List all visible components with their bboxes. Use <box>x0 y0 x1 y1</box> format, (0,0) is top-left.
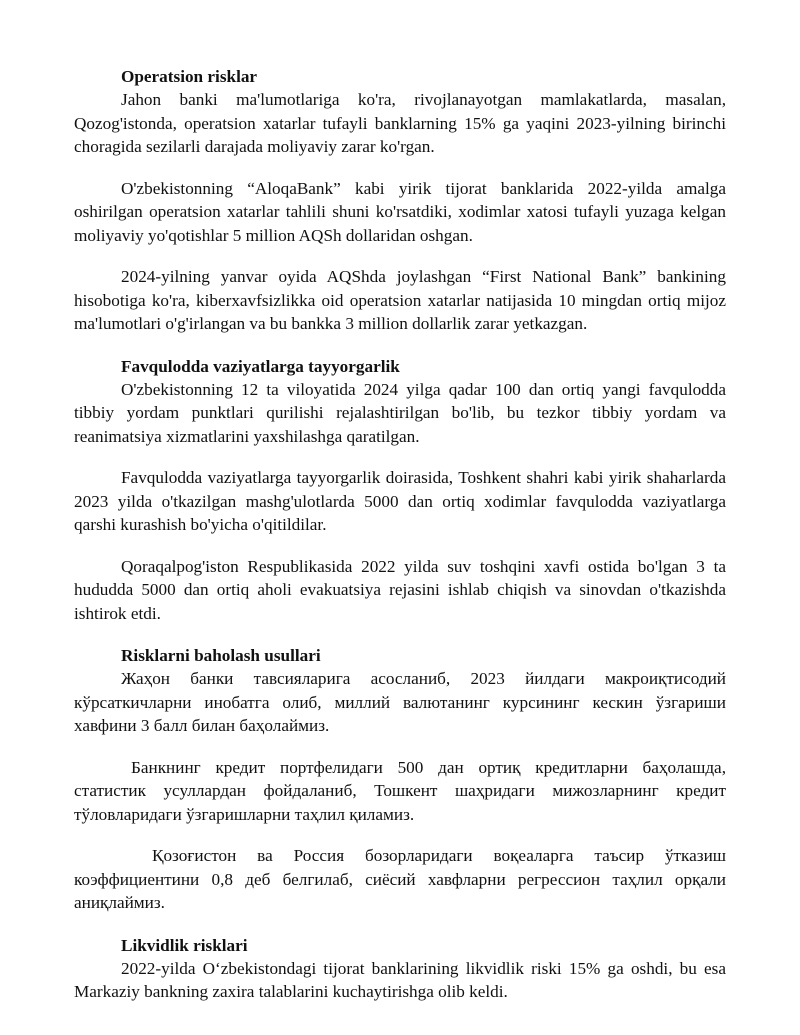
paragraph: O'zbekistonning “AloqaBank” kabi yirik tijorat banklarida 2022-yilda amalga oshirilgan operatsion xatarlar tahlili shuni ko'rsatdiki, xodimlar xatosi tufayli yuzaga kelgan moliyaviy yo'qotishlar 5 million AQSh dollaridan oshgan. <box>74 178 726 245</box>
section-heading: Risklarni baholash usullari <box>121 646 321 665</box>
paragraph: Банкнинг кредит портфелидаги 500 дан ортиқ кредитларни баҳолашда, статистик усуллардан фойдаланиб, Тошкент шаҳридаги мижозларнинг кредит тўловларидаги ўзгаришларни таҳлил қиламиз. <box>74 757 726 824</box>
paragraph: Жаҳон банки тавсияларига асосланиб, 2023 йилдаги макроиқтисодий кўрсаткичларни инобатга олиб, миллий валютанинг курсининг кескин ўзгариши хавфини 3 балл билан баҳолаймиз. <box>74 669 726 735</box>
paragraph: O'zbekistonning 12 ta viloyatida 2024 yilga qadar 100 dan ortiq yangi favqulodda tibbiy yordam punktlari qurilishi rejalashtirilgan bo'lib, bu tezkor tibbiy yordam va reanimatsiya xizmatlarini yaxshilashga qaratilgan. <box>74 379 726 446</box>
section-heading: Likvidlik risklari <box>121 935 248 955</box>
paragraph: 2022-yilda O‘zbekistondagi tijorat banklarining likvidlik riski 15% ga oshdi, bu esa Markaziy bankning zaxira talablarini kuchaytirishga olib keldi. <box>74 958 726 1001</box>
paragraph: Favqulodda vaziyatlarga tayyorgarlik doirasida, Toshkent shahri kabi yirik shaharlarda 2023 yilda o'tkazilgan mashg'ulotlarda 5000 dan ortiq xodimlar favqulodda vaziyatlarga qarshi kurashish bo'yicha o'qitildilar. <box>74 468 726 534</box>
paragraph: Jahon banki ma'lumotlariga ko'ra, rivojlanayotgan mamlakatlarda, masalan, Qozog'istonda, operatsion xatarlar tufayli banklarning 15% ga yaqini 2023-yilning birinchi choragida sezilarli darajada moliyaviy zarar ko'rgan. <box>74 90 726 156</box>
section-operational-risks <box>74 66 726 336</box>
section-heading: Favqulodda vaziyatlarga tayyorgarlik <box>121 356 400 376</box>
section-heading: Operatsion risklar <box>121 67 258 86</box>
paragraph: Қозоғистон ва Россия бозорларидаги воқеаларга таъсир ўтказиш коэффициентини 0,8 деб белгилаб, сиёсий хавфларни регрессион таҳлил орқали аниқлаймиз. <box>74 846 726 912</box>
section-liquidity-risks <box>74 935 726 1004</box>
section-risk-assessment-methods <box>74 645 726 915</box>
paragraph: 2024-yilning yanvar oyida AQShda joylashgan “First National Bank” bankining hisobotiga ko'ra, kiberxavfsizlikka oid operatsion xatarlar natijasida 10 mingdan ortiq mijoz ma'lumotlari o'g'irlangan va bu bankka 3 million dollarlik zarar yetkazgan. <box>74 267 726 333</box>
section-emergency-preparedness <box>74 356 726 626</box>
paragraph: Qoraqalpog'iston Respublikasida 2022 yilda suv toshqini xavfi ostida bo'lgan 3 ta hududda 5000 dan ortiq aholi evakuatsiya rejasini ishlab chiqish va sinovdan o'tkazishda ishtirok etdi. <box>74 556 726 623</box>
